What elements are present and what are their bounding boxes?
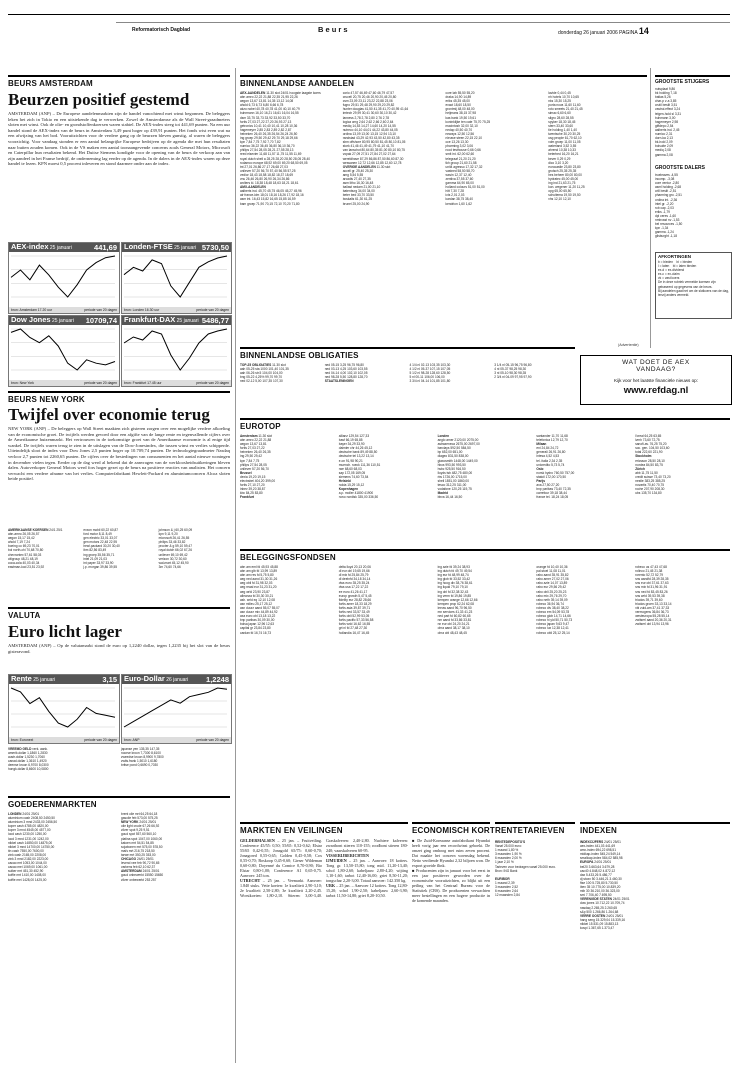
chart-date: 25 januari [51, 318, 74, 324]
chart-source: bron: Frankfurt 17.45 uur [124, 381, 162, 385]
section-label-valuta: VALUTA [8, 611, 41, 620]
chart-line-dow [9, 325, 117, 378]
chart-period: periode van 20 dagen [84, 738, 117, 742]
page-label: PAGINA [619, 30, 638, 36]
chart-aex-index [8, 242, 120, 314]
ad-url[interactable]: www.refdag.nl [623, 385, 689, 396]
section-label-beleggingsfondsen: BELEGGINGSFONDSEN [240, 553, 336, 562]
table-eurotop: Amsterdam 11.30 slot abn amro 22,22 21,88 aegon 13,67 13,81 fortis 27,03 27,22 heineken 26,40 26,35 ing 29,50 29,42 kpn 7,84 7,75 philips 27,54 28,05 unilever 57,20 56,70 Brussel dexia 19,20 19,15 electrabel 404,20 399,00 fortis 27,10 27,20 inbev 39,20 38,87 kbc 84,25 83,80 Frankfurt allianz 129,54 127,33 basf 66,19 65,85 bayer 34,29 33,90 daimler chr 44,26 45,12 deutsche bank 89,49 88,50 deutsche tel 13,22 13,14 e.on 91,98 90,21 muench. rueck 111,36 110,51 rwe 68,60 68,03 sap 172,05 169,05 siemens 74,60 73,54 Helsinki nokia 15,29 15,12 Kopenhagen a.p. moller 41800 41900 novo nordisk 335,00 336,50 Londen anglo amer 2120,00 2075,00 astrazeneca 2675,00 2697,00 barclays 592,50 584,50 bp 652,00 651,00 diageo 831,50 838,00 glaxosmith 1448,00 1449,00 hbos 993,50 993,50 hsbc 925,50 916,50 lloyds tsb 482,75 480,00 rbs 1726,00 1715,00 shell 1851,00 1860,00 tesco 312,25 311,00 vodafone 120,25 119,75 Madrid bbva 16,44 16,50 santander 11,70 11,68 telefonica 12,79 12,70 Milaan eni 24,84 24,72 generali 26,91 26,80 intesa 4,52 4,53 tel. italia 2,34 2,35 unicredito 5,73 5,74 Oslo norsk hydro 760,50 757,00 statoil 172,00 170,50 Parijs axa 27,50 27,20 bnp paribas 73,40 72,35 carrefour 39,18 38,44 france tel. 18,24 18,05 l'oreal 64,25 63,65 lvmh 73,60 72,75 sanofi-av. 76,25 75,20 soc. gen. 104,50 103,60 total 222,60 221,90 Stockholm ericsson 28,50 28,10 nordea 84,50 83,75 Zürich abb 11,75 11,50 credit suisse 73,40 73,20 nestle 383,25 385,25 novartis 70,40 70,75 roche 207,90 208,30 ubs 135,70 134,80 [240, 434, 671, 500]
table-binnenlandse-aandelen: AEX-AANDELEN 11.30 slot 24/01 hoogste laagste koers abn amro 22,22 21,88 22,35 21,95 22,26 aegon 13,67 13,81 14,35 13,12 14,08 ahold 6,73 6,73 6,80 6,66 6,78 akzo nobel 40,78 40,78 41,00 40,10 40,79 buhrmann 16,10 16,21 16,61 16,04 16,55 dsm 33,75 33,73 33,92 33,50 33,70 fortis 27,03 27,22 27,20 26,93 27,13 getronics 10,41 10,40 10,41 10,28 10,36 hagemeyer 2,85 2,83 2,89 2,82 2,87 heineken 26,40 26,35 26,54 26,24 26,50 ing groep 29,50 29,42 29,70 29,18 29,66 kpn 7,84 7,75 7,92 7,70 7,82 numico 36,22 36,45 36,80 36,10 36,70 philips 27,54 28,05 28,21 27,55 28,13 reed elsevier 11,68 11,57 11,75 11,55 11,69 royal dutch shell a 28,25 28,20 28,50 28,05 28,40 rodamco europe 68,92 69,00 69,20 68,50 69,05 tnt 27,01 26,86 27,17 26,68 27,03 unilever 57,20 56,70 57,40 56,55 57,25 vedior 18,43 18,58 18,82 18,37 18,69 vnu 26,46 26,80 26,90 26,34 26,86 wolters kl. 18,38 18,48 18,63 18,21 18,61 AMX-AANDELEN aalberts ind. 45,70 45,75 46,05 45,27 45,96 air france-klm 18,01 18,16 18,26 17,92 18,16 asm int. 16,43 15,82 16,65 15,85 16,59 bam groep 71,90 70,15 72,10 70,20 71,80 corio 47,57 46,69 47,60 46,79 47,57 crucell 20,75 20,46 20,90 20,45 20,80 csm 23,09 23,11 23,22 22,88 23,06 fugro 29,51 29,48 29,90 29,20 29,82 hunter douglas 41,50 41,35 41,70 40,95 41,64 imtech 29,99 30,41 30,60 30,10 30,42 lanxess 2,78 2,78 2,80 2,76 2,78 logica cmg 2,64 2,62 2,66 2,60 2,64 mediq 14,53 14,27 14,60 14,20 14,55 nutreco 44,10 44,01 44,22 43,80 44,05 ordina 13,09 13,00 13,15 12,94 13,10 randstad 43,29 42,93 43,50 42,80 43,35 sbm offshore 80,95 80,50 81,45 80,10 81,05 stork 41,46 41,49 41,79 41,10 41,70 van lanschot 80,64 80,35 81,00 80,10 80,75 vopak 27,09 27,51 27,84 27,02 27,64 wereldhave 87,29 86,86 87,50 86,60 87,30 wessanen 12,72 12,66 12,85 12,60 12,78 OVERIGE AANDELEN 11.30 slot accell gr. 25,40 25,30 amg 5,54 5,55 arcadis 27,40 27,35 asm litho 16,30 16,48 ballast nedam 21,00 21,10 batenburg 34,00 34,00 beter bed 33,70 33,50 boskalis 61,30 61,25 brunel 25,00 24,90 core lab 55,50 55,20 draka 14,90 14,89 eriks 45,35 45,00 exact 18,60 18,50 grontmij 48,00 48,00 heijmans 38,15 37,98 kas bank 19,50 19,61 koninklijke ten cate 75,70 75,25 macintosh 32,00 32,10 nedap 40,50 40,70 neways 12,50 12,56 nieuwe steen 22,15 22,10 oce 13,26 13,30 pharming 3,02 3,06 rood testhouse 0,66 0,66 smit int. 62,00 62,60 telegraaf 21,20 21,20 tkh group 21,60 21,58 unit4 agresso 17,32 17,32 vastned 58,50 58,70 wavin 12,37 12,40 zentiva 37,55 37,60 gamma 64,90 65,00 holland colours 51,00 51,00 hitt 7,30 7,28 icts 2,01 2,03 kardan 38,75 38,40 kendrion 1,60 1,62 lavide 0,44 0,45 nh hotels 10,70 10,65 nks 15,30 15,25 porta nova 11,60 11,60 roto smeets 21,40 21,45 simac 6,60 6,60 sligro 28,60 28,55 spyker 18,30 18,45 stern 33,40 33,60 tie holding 1,40 1,40 twentsche 30,20 30,25 usg people 61,70 62,10 vdm groep 11,00 11,05 waterland 3,52 3,55 ahrend 10,38 10,33 beterbed 16,20 16,21 bever 0,29 0,29 dico 3,10 3,20 eurocastle 23,80 23,80 grolsch 25,35 25,35 hes beheer 80,00 80,00 hydratec 45,00 45,00 ing ind 21,63 21,75 kon. wegener 11,20 11,25 opg 65,00 65,50 schuitema 19,50 19,50 vhs 12,10 12,10 [240, 91, 585, 206]
chart-title: Dow Jones [11, 315, 51, 324]
ad-line-2: VANDAAG? [636, 366, 676, 373]
chart-date: 25 januari [49, 245, 72, 251]
chart-line-aex [9, 252, 117, 305]
headline-beurzen: Beurzen positief gestemd [8, 90, 190, 109]
box-afkortingen [655, 252, 732, 319]
chart-title: Londen-FTSE [124, 242, 173, 251]
section-label-beurs-new-york: BEURS NEW YORK [8, 395, 85, 404]
chart-source: bron: ANP [124, 738, 140, 742]
chart-period: periode van 20 dagen [84, 308, 117, 312]
paper-name: Reformatorisch Dagblad [132, 27, 191, 33]
chart-series-line [11, 256, 115, 297]
page-number: 14 [638, 26, 649, 36]
article-beurzen: AMSTERDAM (ANP) – De Europese aandelenmarkten zijn de handel vanochtend met winst begonnen. De beleggers leken het zich in Tokio en een uitstekende dag te verwerken. Zowel de Amsterdamse als de Wall Street-graadmeters sloten met winst. Ook de olie- en grondstoffenkoersen waren stabiel. De AEX-index steeg tot 441,69 punten. Na een uur handel stond de AEX-index van de beurs in Amsterdam 3,49 punt hoger op 439,91 punten. Het fonds wist even wat na een afwijzing van het bod. Vooruitzichten voor de verdere gang op de beurzen bleven gunstig, al waren de beleggers voorzichtig. Voor vandaag stonden er een aantal belangrijke Europese bedrijven op de agenda die met hun resultaten naar buiten zouden komen. Ook in de VS maken een aantal toonaangevende concerns zoals General Motors, Microsoft en Caterpillar hun resultaten bekend. Het Duitse Siemens kondigde voor de opening van de beurs de verkoop aan van zijn aandeel in het Franse bedrijf, de onderneming lag eerder op de agenda. In de dalers in de AEX-index waren op deze handel te lezen. KPN moest 0,5 procent inleveren en stond daarmee onder aan de index. [8, 111, 230, 167]
chart-value: 441,69 [94, 243, 117, 252]
table-beleggingsfondsen: abn am eml fd 45,93 45,88 abn am glb fd 13,99 13,89 abn am res fd 5,75 5,80 aeg ned aand 31,30 31,26 aeg obli fd 31,98 32,03 aeg reaal eur 31,23 31,20 aeg wrld 23,90 23,87 alleanza fd 30,30 30,21 ash. wrld eq 12,10 12,08 asn milieu 25,17 25,12 asn duurz aand 55,07 55,07 asn duurz mix 44,89 44,92 axa euro obl 13,18 13,22 bnp paribas 30,09 30,00 bolsa japan 12,96 12,63 capital gr 23,84 23,80 cardan fd 16,74 16,73 delta lloyd 20,13 20,06 dl eur obl 19,65 19,66 dl mix fd 25,84 25,79 dl deelnfd 34,18 34,14 dws euro 35,25 35,24 dws usa 17,22 17,22 ee euro 41,26 41,17 europ growth 5,47 5,45 fidelity eur 28,82 28,66 fortis amer 18,33 18,29 fortis asia 39,87 39,71 fortis ned 33,57 33,49 fortis obli 52,99 53,05 fortis pacific 57,33 56,58 fortis wrld 16,62 16,55 grt nl fd 27,48 27,30 hollandia 16,47 16,45 ing azie fd 39,24 38,93 ing dutch fd 49,70 49,54 ing eur fd 48,99 48,74 ing glob fd 33,52 33,42 ing hoog div 38,76 38,61 ing liquid 79,10 79,10 ing obl fd 32,38 32,43 ing verm fd 19,86 19,85 kempen orange 12,66 12,66 kempen prop 62,24 62,08 leeuw aand 96,70 96,50 mn services 41,33 41,23 ned part fd 60,82 60,65 nm aand fd 33,86 33,81 nn eur obl 24,20 24,21 ohra aand 38,17 38,10 ohra obl 48,43 48,45 orange fd 10,40 10,36 pal.stoel 11,08 11,01 rabo aand 35,91 35,82 rabo amer 27,02 27,06 rabo azie 14,07 13,89 rabo eur 29,56 29,42 rabo obli 25,20 25,23 rabo mix 29,76 29,70 rabo neth 39,14 39,09 robeco 36,94 36,74 robeco div 38,40 38,22 robeco em 54,09 53,78 robeco glob 14,71 14,66 robeco hi yld 50,71 50,73 robeco japan 9,63 9,47 robeco lux 12,38 12,41 robeco obli 25,12 25,14 robeco us 47,43 47,68 rolinco 21,45 21,38 rorento 52,72 52,79 sns aandfd 28,39 28,35 sns eur obl 37,61 37,63 sns mix fd 31,96 31,91 sns ned fd 83,45 83,26 sns wrld 39,53 39,38 triodos 39,71 39,60 triodos groen 33,13 33,14 vbi zuid-am 37,41 37,33 vermogens 36,84 36,73 westeuropa 55,28 55,14 zwitserl aand 20,36 20,31 zwitserl obl 13,94 13,96 [240, 565, 672, 635]
section-label-beurs-amsterdam: BEURS AMSTERDAM [8, 79, 93, 88]
chart-source: bron: Amsterdam 17.20 uur [11, 308, 53, 312]
chart-value: 5730,50 [201, 243, 229, 252]
chart-series-line [11, 688, 115, 727]
chart-londen-ftse [121, 242, 232, 314]
table-binnenlandse-obligaties: TOP-25 OBLIGATIES 11.30 slot aah 05-25 sta 1000 101,40 101,35 aah 06-26 str.5 104,00 104,00 bng 05-22 4,25% 99,70 99,70 ned 02-12 5,00 107,35 107,30 ned 05-15 3,25 96,75 96,80 ned 03-13 4,25 103,60 103,55 ned 04-14 4,00 102,10 102,05 ned 98-28 5,50 128,80 128,70 STAATSLENINGEN 4 1/4 nl 02-13 103,35 103,30 4 1/2 nl 05-37 107,15 107,05 5 1/2 nl 98-28 128,60 128,50 5 nl 00-11 106,00 106,00 3 3/4 nl 04-14 101,85 101,80 3 1/4 nl 05-15 96,75 96,80 4 nl 05-37 98,25 98,30 3 nl 05-10 98,30 98,35 2 3/4 nl 04-09 97,95 97,90 [240, 363, 532, 384]
table-grootste-dalers: trueleaves -4,55 incomp. -3,08 core ventur -2,80 asml holding -2,68 crill beslit -2,51 pharming gro -2,51 ordina int. -2,36 intel gr. -2,20 rob cap -2,03 eriks -1,79 dpl ceres -1,60 nmbvast nv -1,53 bel resources -1,50 kpn -1,34 gamma -1,24 gilsburght -1,18 [655, 173, 683, 239]
headline-euro: Euro licht lager [8, 622, 122, 641]
chart-period: periode van 20 dagen [196, 738, 229, 742]
chart-title: Frankfurt-DAX [124, 315, 176, 324]
chart-line-dax [122, 325, 229, 378]
article-twijfel: NEW YORK (ANP) – De beleggers op Wall Street maakten zich gisteren zorgen over een mogelijke verdere afkoeling van de economische groei. De twijfels werden gevoed door een afgifte van de lange rente en tegenvallende cijfers over de Amerikaanse huizenmarkt. Het vertrouwen in de toekomstige groei van de Amerikaanse economie is al enige tijd wankel. De twijfels waren terug te zien in de uitslagen van de Dow-Jonesindex, die tussen winst en verlies schipperde. Uiteindelijk sloot de index voor Dow Jones 2,5 punten hoger op 10.709,74 punten. De technologiegraadmeter Nasdaq verloor 2,7 punten tot 2260,65 punten. De cijfers over de bestedingen van consumenten en het aantal nieuwe woningen in december vielen tegen. Eerder op de dag werd al bekend dat de aanvragen van de werkloosheidsuitkeringen bleven dalen. Autoverkoper General Motors werd fors hoger gezet op de beurs na positieve reacties van analisten. Het concern verwacht een verdere afname van het verlies. Computerfabrikant Hewlett-Packard en aluminiumconcern Alcoa sloten beide positief. [8, 426, 230, 482]
ad-line-3: Kijk voor het laatste financiële nieuws op: [613, 378, 698, 383]
chart-title: AEX-index [11, 242, 49, 251]
section-label-indexen: INDEXEN [580, 826, 617, 835]
chart-line-rente [9, 684, 117, 735]
table-grootste-stijgers: nutsplaat 9,86 bk holding 7,18 batlas 5,26 char-p v-a 3,85 crutil beslit 3,51 vastrui.effect 3,24 telgen-hold sl 3,31 buhmann 3,00 hagemeyer 2,98 giftdepo 2,54 aalberts ind. 2,45 numico 2,31 dorn-ka 2,13 bk-hold 2,09 bolsuite 2,09 mediq 2,08 gamma 2,08 [655, 87, 682, 157]
section-label-goederenmarkten: GOEDERENMARKTEN [8, 800, 97, 809]
chart-dow-jones [8, 315, 120, 387]
chart-line-ftse [122, 252, 229, 305]
table-amerikaanse-koersen: AMERIKAANSE KOERSEN 24/1 25/1 abn-amro 26,05 26,57 aegon 15,17 15,42 ahold 7,19 7,24 boeing co 69,23 70,01 bol north-chi 70,68 70,80 chevrontex 57,61 58,03 citigroup 48,21 48,19 coca-cola 40,03 40,34 eastman-kod 23,51 23,92 exxon mobil 60,22 60,87 ford motor 8,11 8,49 gen electric 33,01 33,07 gen motors 22,48 22,95 hewl.packard 30,20 30,40 ibm 82,56 83,49 ing groep 35,56 35,71 intel 21,09 21,03 int paper 33,97 33,90 j.p. morgan 39,86 39,55 johnson & j 60,25 60,09 kpn 9,11 9,20 microsoft 26,41 26,55 philips 33,46 33,82 procter & g 59,10 59,47 royal dutch 66,02 67,26 unilever 69,10 69,42 verizon 30,72 30,60 wal-mart 45,12 45,90 3m 74,60 74,66 [8, 528, 193, 569]
section-label-economisch-kort: ECONOMISCH KORT [412, 826, 495, 835]
headline-twijfel: Twijfel over economie terug [8, 405, 210, 424]
section-label-binnenlandse-aandelen: BINNENLANDSE AANDELEN [240, 79, 355, 88]
table-indexen: INDEXCIJFERS 24/01 25/01 aex-index 441,03 441,69 amx-index 694,22 698,51 midkap-index 545,24 549,14 smallcap-index 584,02 585,98 EUROPA 24/01 25/01 bel20 3.663,64 3.679,28 cac40 4.848,02 4.872,12 dax 5.433,26 5.486,77 dj stoxx 50 3.446,21 3.460,30 ftse 100 5.725,80 5.730,50 ibex 35 10.775,00 10.839,20 mib 30 36.210,00 36.323,00 smi 7.706,40 7.695,50 VERENIGDE STATEN 24/01 25/01 dow jones 10.712,22 10.709,74 nasdaq 2.265,25 2.260,65 s&p 500 1.266,86 1.264,68 VERRE OOSTEN 24/01 25/01 hang seng 15.329,04 15.339,16 nikkei 15.531,09 15.883,13 kospi 1.367,65 1.373,47 [580, 840, 630, 930]
chart-date: 25 januari [176, 318, 199, 324]
chart-euro-dollar [121, 674, 232, 744]
ad-line-1: WAT DOET DE AEX [622, 359, 690, 366]
section-label-rentetarieven: RENTETARIEVEN [495, 826, 565, 835]
chart-date: 25 januari [33, 677, 56, 683]
header-date [558, 26, 649, 36]
chart-line-eurodollar [122, 684, 229, 735]
afkortingen-title: AFKORTINGEN [658, 254, 691, 259]
section-label-eurotop: EUROTOP [240, 422, 281, 431]
section-label-markten-en-veilingen: MARKTEN EN VEILINGEN [240, 826, 343, 835]
chart-value: 5486,77 [201, 316, 229, 325]
table-vreemd-geld: VREEMD GELD verk. aank. amerik.dollar 1,1860 1,2830 austr.dollar 1,5230 1,7060 canad.dollar 1,3610 1,4920 deense kroon 6,9700 8,0300 hongk.dollar 8,6600 10,0800 japanse yen 135,35 147,35 noorse kroon 7,7300 8,6100 zweedse kroon 8,9900 9,7800 zwits.frank 1,5010 1,6180 britse pond 0,6690 0,7030 [8, 747, 164, 772]
article-euro: AMSTERDAM (ANP) – Op de valutamarkt stond de euro op 1,2240 dollar, tegen 1,2235 bij het slot van de beurs gisteravond. [8, 643, 230, 654]
ad-refdag[interactable] [580, 355, 732, 405]
chart-period: periode van 20 dagen [196, 381, 229, 385]
chart-source: bron: New York [11, 381, 34, 385]
section-label-binnenlandse-obligaties: BINNENLANDSE OBLIGATIES [240, 351, 359, 360]
date-text: donderdag 26 januari 2006 [558, 30, 618, 36]
chart-series-line [124, 256, 227, 297]
section-title: B e u r s [318, 25, 348, 34]
chart-date: 25 januari [174, 245, 197, 251]
chart-title: Euro-Dollar [124, 674, 165, 683]
chart-period: periode van 20 dagen [196, 308, 229, 312]
chart-rente [8, 674, 120, 744]
chart-value: 10709,74 [85, 316, 117, 325]
advertentie-label: (Advertentie) [618, 343, 639, 347]
afkortingen-list: b = bieden bi = bieden l = laten bl = laten bieden ex-d = ex-dividend ex-c = ex-claim vk = vast koers De in deze rubriek vermelde koersen zijn gebaseerd op gegevens van de beurs. Bij aandelen gaat het om de slotkoers van de dag, tenzij anders vermeld. [658, 260, 729, 297]
chart-series-line [124, 329, 227, 370]
chart-value: 1,2248 [206, 675, 229, 684]
chart-value: 3,15 [102, 675, 117, 684]
section-label-grootste-dalers: GROOTSTE DALERS [655, 165, 706, 171]
chart-series-line [11, 329, 115, 370]
article-markten: GELDERMALSEN – 25 jan. – Fruitveiling. Conference 45/55: 0,50; 55/65: 0,52-0,62; Elstar 55/65 0,42-0,55; Jonagold 65/75: 0,60-0,70; Jonagored 0,55-0,65; Golden 0,45-0,58; Cox 0,55-0,70; Boskoop 0,45-0,60; Gieser Wildeman 0,60-0,80; Doyenné du Comice 0,70-0,90; Bio Elstar 0,80-1,00; Conference A1 0,65-0,75. Aanvoer: 245 ton. UTRECHT – 25 jan. – Veemarkt. Aanvoer: 1.840 stuks. Vette koeien: 1e kwaliteit 2,90-3,10; 2e kwaliteit 2,50-2,80; 3e kwaliteit 2,20-2,45. Worstkoeien: 1,80-2,10. Stieren: 3,00-3,40. Graskalveren: 2,40-2,80. Nuchtere kalveren: zwartbont stieren 110-155; roodbont stieren 180-240; vaarskalveren 60-95. VISSERIJBERICHTEN IJMUIDEN – 25 jan. – Aanvoer: 18 kotters. Tong gr. 13,50-15,80; tong mid. 11,20-13,40; schol 1,80-2,60; kabeljauw 2,80-4,20; wijting 1,10-1,60; tarbot 12,40-16,00; griet 8,50-11,20; tongschar 2,20-3,00. Totaal aanvoer: 142.350 kg. URK – 25 jan. – Aanvoer 12 kotters. Tong 12,80-15,20; schol 1,90-2,50; kabeljauw 2,60-3,90; tarbot 11,50-14,80; griet 8,20-10,50. [240, 838, 408, 898]
article-economisch-kort: ■ De Zuid-Koreaanse autofabrikant Hyundai heeft vorig jaar een recordwinst geboekt. De omzet ging omhoog met ruim zeven procent. Dat maakte het concern woensdag bekend. Netto verdiende Hyundai 2,32 biljoen won. De export groeide flink. ■ Producenten zijn in januari voor het eerst in een jaar positiever geworden over de economische vooruitzichten, zo blijkt uit een peiling van het Centraal Bureau voor de Statistiek (CBS). De producenten verwachten meer bestellingen en een hogere productie in de komende maanden. [412, 838, 490, 903]
chart-source: bron: Euronext [11, 738, 34, 742]
section-label-grootste-stijgers: GROOTSTE STIJGERS [655, 79, 710, 85]
table-rentetarieven: RENTEDEPOSITO'S Vanaf 25.000 euro: 1 maand 1,80 % 3 maanden 1,90 % 6 maanden 2,00 % 1 jaar 2,10 % Tarieven voor bedragen vanaf 25.000 euro. Bron: ING Bank EURIBOR 1 maand 2,39 3 maanden 2,52 6 maanden 2,64 12 maanden 2,84 [495, 840, 556, 898]
chart-date: 26 januari [166, 677, 189, 683]
chart-source: bron: Londen 16.30 uur [124, 308, 160, 312]
chart-frankfurt-dax [121, 315, 232, 387]
chart-title: Rente [11, 674, 32, 683]
chart-period: periode van 20 dagen [84, 381, 117, 385]
chart-series-line [124, 688, 227, 727]
table-goederenmarkten: LONDEN 24/01 25/01 aluminium cash 2408,50 2450,50 aluminium 3 mnd 2433,00 2456,50 koper cash 4785,00 4820,00 koper 3 mnd 4545,00 4577,00 lood cash 1230,00 1250,00 lood 3 mnd 1231,00 1242,00 nikkel cash 14850,00 14875,00 nikkel 3 mnd 14700,00 14750,00 tin cash 7550,00 7600,00 zink cash 2165,00 2208,00 zink 3 mnd 2182,00 2223,00 cacao mrt 1053,00 1044,00 cacao mei 1069,00 1061,00 suiker mrt 451,30 452,90 koffie mrt 1410,00 1408,00 koffie mei 1428,00 1425,00 brent olie mrt 64,25 64,18 gasolie feb 573,00 575,25 NEW YORK 24/01 25/01 olie light crude 67,26 66,92 zilver spot 9,25 9,51 goud spot 557,60 560,10 platina spot 1047,00 1060,00 katoen mrt 54,51 54,85 sojabonen mrt 575,00 578,50 maïs mrt 216,75 218,50 tarwe mrt 350,25 353,00 CHICAGO 24/01 25/01 levend vee feb 90,72 90,65 varkens feb 62,10 62,37 AMSTERDAM 24/01 25/01 goud onbewerkt 15550 15650 zilver onbewerkt 253 257 [8, 812, 164, 882]
